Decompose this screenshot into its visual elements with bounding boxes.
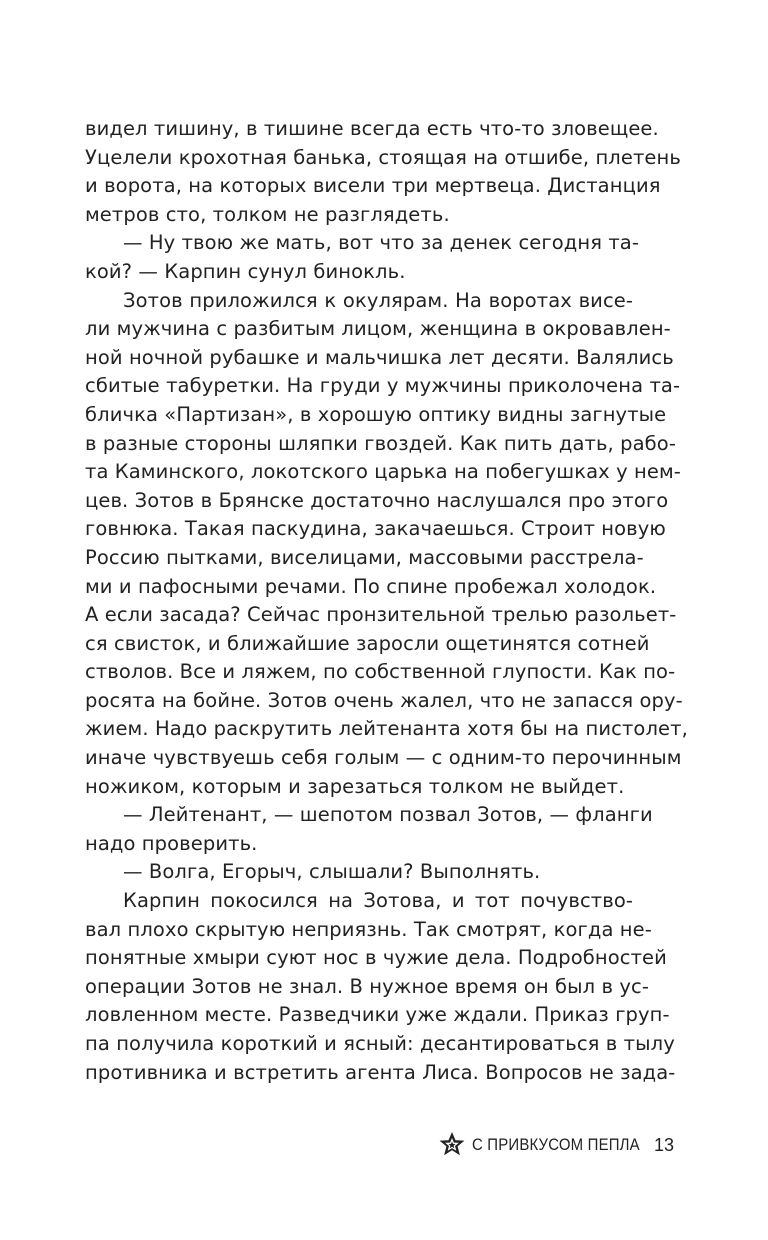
text-line: Зотов приложился к окулярам. На воротах висе- — [123, 288, 633, 312]
text-line: метров сто, толком не разглядеть. — [85, 202, 450, 226]
text-line: — Лейтенант, — шепотом позвал Зотов, — фланги — [123, 803, 653, 827]
text-line: Уцелели крохотная банька, стоящая на отшибе, плетень — [85, 145, 681, 169]
text-line: ножиком, которым и зарезаться толком не выйдет. — [85, 774, 625, 798]
text-line: росята на бойне. Зотов очень жалел, что не запасся ору- — [85, 688, 683, 712]
text-line: цев. Зотов в Брянске достаточно наслушался про этого — [85, 488, 669, 512]
text-line: па получила короткий и ясный: десантироваться в тылу — [85, 1032, 675, 1055]
text-line: А если засада? Сейчас пронзительной трелью разольет- — [85, 603, 677, 627]
text-line: та Каминского, локотского царька на побегушках у нем- — [85, 460, 681, 484]
text-line: вал плохо скрытую неприязнь. Так смотрят, когда не- — [85, 917, 652, 941]
text-line: Карпин покосился на Зотова, и тот почувство- — [123, 889, 633, 913]
page-footer — [0, 1130, 768, 1160]
text-line: и ворота, на которых висели три мертвеца. Дистанция — [85, 174, 661, 198]
text-line: ной ночной рубашке и мальчишка лет десяти. Валялись — [85, 345, 674, 369]
running-title: С ПРИВКУСОМ ПЕПЛА — [472, 1135, 640, 1154]
text-line: видел тишину, в тишине всегда есть что-то зловещее. — [85, 117, 659, 140]
text-line: Россию пытками, виселицами, массовыми расстрела- — [85, 545, 644, 569]
text-line: говнюка. Такая паскудина, закачаешься. Строит новую — [85, 517, 666, 541]
text-line: противника и встретить агента Лиса. Вопросов не зада- — [85, 1060, 676, 1084]
text-line: в разные стороны шляпки гвоздей. Как пить дать, рабо- — [85, 431, 676, 455]
page-number: 13 — [654, 1135, 675, 1155]
text-line: стволов. Все и ляжем, по собственной глупости. Как по- — [85, 660, 676, 684]
text-line: ся свисток, и ближайшие заросли ощетинятся сотней — [85, 631, 650, 655]
text-line: жием. Надо раскрутить лейтенанта хотя бы на пистолет, — [85, 717, 688, 741]
text-line: ловленном месте. Разведчики уже ждали. Приказ груп- — [85, 1003, 670, 1027]
text-line: операции Зотов не знал. В нужное время он был в ус- — [85, 974, 649, 998]
star-emblem-icon — [438, 1131, 466, 1159]
text-line: бличка «Партизан», в хорошую оптику видны загнутые — [85, 402, 667, 426]
text-line: понятные хмыри суют нос в чужие дела. Подробностей — [85, 946, 667, 970]
text-line: надо проверить. — [85, 831, 258, 855]
text-line: сбитые табуретки. На груди у мужчины приколочена та- — [85, 374, 681, 398]
text-line: кой? — Карпин сунул бинокль. — [85, 259, 406, 283]
text-line: иначе чувствуешь себя голым — с одним-то перочинным — [85, 746, 682, 770]
text-line: ли мужчина с разбитым лицом, женщина в окровавлен- — [85, 317, 671, 341]
text-line: — Волга, Егорыч, слышали? Выполнять. — [123, 860, 541, 884]
body-text — [85, 115, 688, 1087]
text-line: — Ну твою же мать, вот что за денек сегодня та- — [123, 231, 639, 255]
text-line: ми и пафосными речами. По спине пробежал холодок. — [85, 574, 657, 598]
